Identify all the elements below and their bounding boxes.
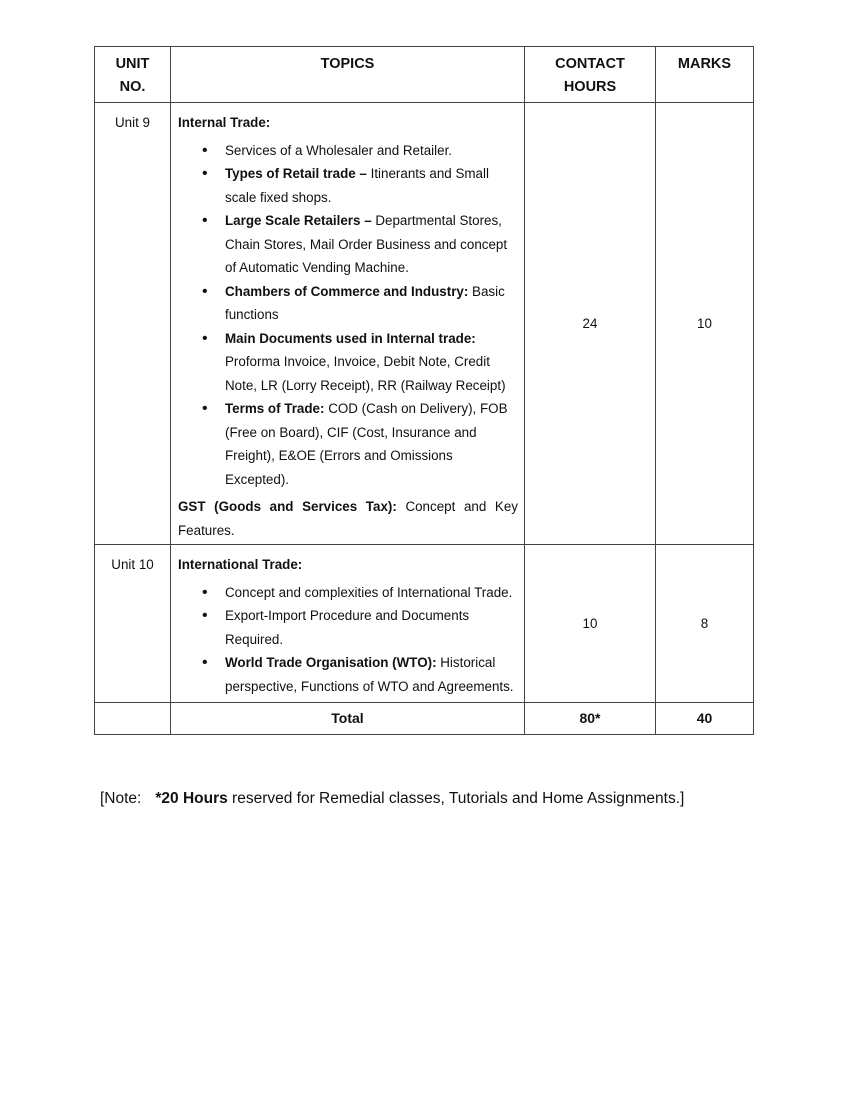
- syllabus-table: [94, 46, 754, 735]
- list-item: • Main Documents used in Internal trade: Proforma Invoice, Invoice, Debit Note, Credit Note, LR (Lorry Receipt), RR (Railway Receipt): [225, 327, 518, 398]
- unit-number: Unit 9: [95, 103, 171, 545]
- note-text: reserved for Remedial classes, Tutorials and Home Assignments.]: [227, 790, 685, 807]
- unit-number: Unit 10: [95, 545, 171, 703]
- list-item: • Terms of Trade: COD (Cash on Delivery), FOB (Free on Board), CIF (Cost, Insurance and Freight), E&OE (Errors and Omissions Excepted).: [225, 397, 518, 491]
- topics-cell: [171, 103, 525, 545]
- note-prefix: [Note:: [100, 790, 142, 807]
- gst-paragraph: GST (Goods and Services Tax): Concept and Key Features.: [178, 499, 518, 538]
- topic-heading: International Trade:: [178, 557, 303, 572]
- total-row: [95, 703, 754, 735]
- table-row-unit-10: [95, 545, 754, 703]
- list-item: • World Trade Organisation (WTO): Historical perspective, Functions of WTO and Agreements.: [225, 651, 518, 698]
- list-item: • Types of Retail trade – Itinerants and Small scale fixed shops.: [225, 162, 518, 209]
- total-hours: 80*: [525, 703, 656, 735]
- list-item: • Chambers of Commerce and Industry: Basic functions: [225, 280, 518, 327]
- topics-header: TOPICS: [171, 47, 525, 103]
- topics-cell: [171, 545, 525, 703]
- marks-value: 10: [656, 103, 754, 545]
- topic-list: [178, 581, 518, 699]
- table-row-unit-9: [95, 103, 754, 545]
- total-empty-cell: [95, 703, 171, 735]
- header-row: [95, 47, 754, 103]
- topic-list: [178, 139, 518, 492]
- footnote: [100, 790, 684, 808]
- topic-heading: Internal Trade:: [178, 115, 271, 130]
- contact-hours-value: 24: [525, 103, 656, 545]
- list-item: • Services of a Wholesaler and Retailer.: [225, 139, 518, 163]
- marks-header: MARKS: [656, 47, 754, 103]
- contact-hours-header: CONTACT HOURS: [525, 47, 656, 103]
- total-marks: 40: [656, 703, 754, 735]
- list-item: • Export-Import Procedure and Documents Required.: [225, 604, 518, 651]
- contact-hours-value: 10: [525, 545, 656, 703]
- marks-value: 8: [656, 545, 754, 703]
- unit-no-header: UNIT NO.: [95, 47, 171, 103]
- note-hours: *20 Hours: [155, 790, 228, 807]
- list-item: • Concept and complexities of International Trade.: [225, 581, 518, 605]
- total-label: Total: [171, 703, 525, 735]
- list-item: • Large Scale Retailers – Departmental Stores, Chain Stores, Mail Order Business and concept of Automatic Vending Machine.: [225, 209, 518, 280]
